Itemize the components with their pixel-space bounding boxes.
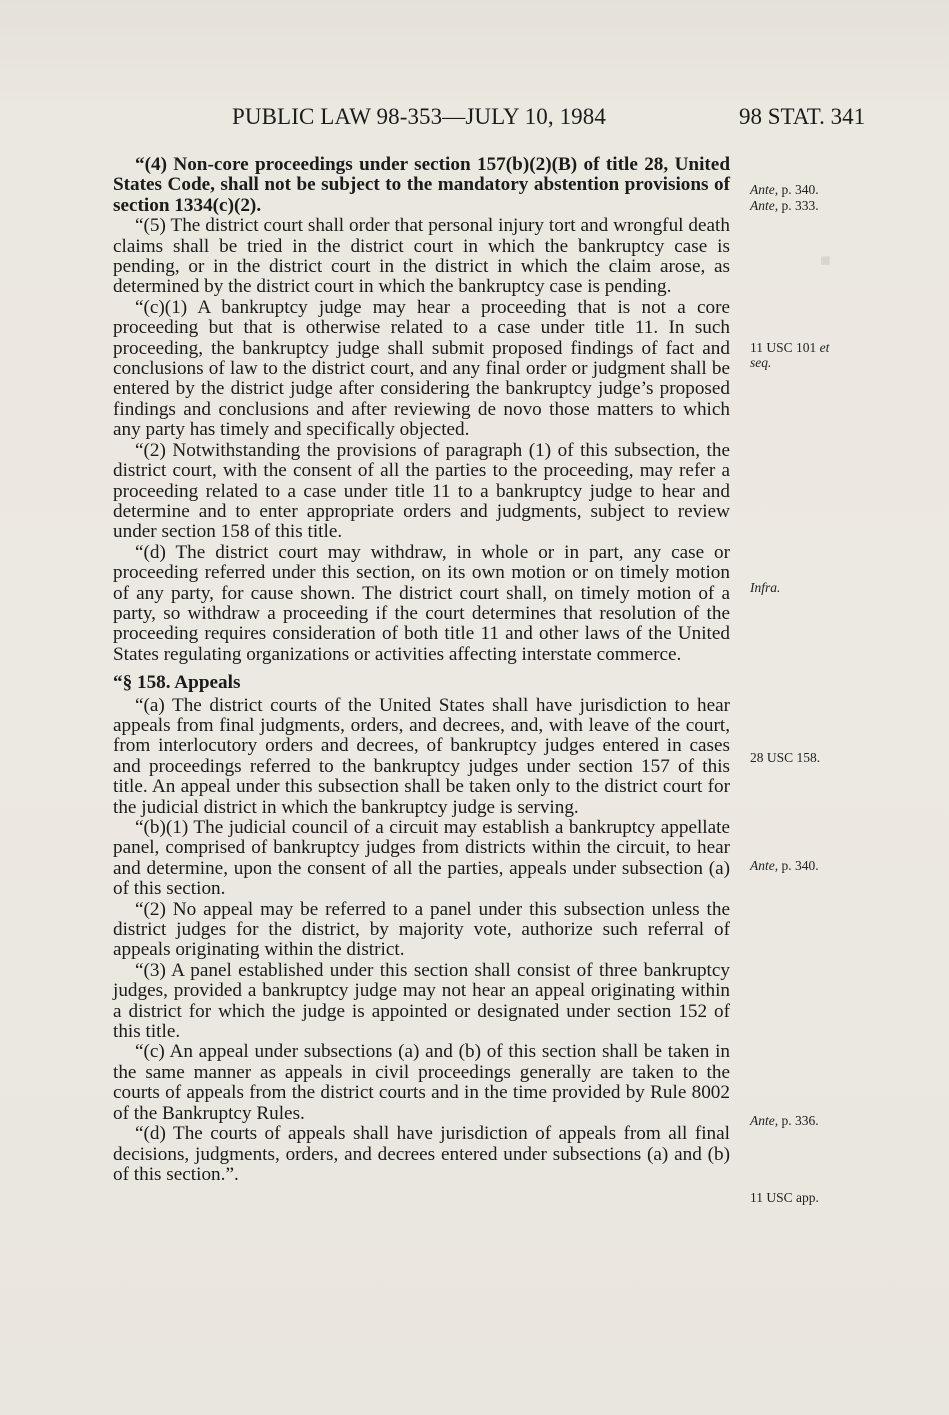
paragraph-5: “(5) The district court shall order that personal injury tort and wrongful death claims shall be tried in the district court in which the bankruptcy case is pending, or in the district court in the district in which the claim arose, as determined by the district court in which the bankruptcy case is pending. <box>113 215 730 298</box>
margin-note-28-usc-158 <box>750 750 820 765</box>
margin-note-text: 11 USC 101 <box>750 340 817 355</box>
margin-note-text: 11 USC app. <box>750 1190 819 1205</box>
margin-note-text: p. 340. <box>778 858 819 873</box>
margin-note-11-usc-101 <box>750 340 829 355</box>
margin-note-italic: Infra. <box>750 580 781 595</box>
margin-note-ante-336 <box>750 1113 819 1128</box>
section-158-paragraph-d: “(d) The courts of appeals shall have jurisdiction of appeals from all final decisions, judgments, orders, and decrees entered under subsections (a) and (b) of this section.”. <box>113 1123 730 1185</box>
bleed-through-artifact: ■ <box>820 250 831 270</box>
margin-note-text: p. 333. <box>778 198 819 213</box>
margin-note-text: p. 336. <box>778 1113 819 1128</box>
margin-note-seq <box>750 355 771 370</box>
margin-note-ante-340 <box>750 182 819 197</box>
margin-note-ante-333 <box>750 198 819 213</box>
margin-note-italic: Ante, <box>750 858 779 873</box>
margin-note-11-usc-app <box>750 1190 819 1205</box>
margin-note-italic: seq. <box>750 355 772 370</box>
section-158-paragraph-b1: “(b)(1) The judicial council of a circuit may establish a bankruptcy appellate panel, comprised of bankruptcy judges from districts within the circuit, to hear and determine, upon the consent of all the parties, appeals under subsection (a) of this section. <box>113 817 730 900</box>
margin-note-text: 28 USC 158. <box>750 750 821 765</box>
margin-note-infra <box>750 580 780 595</box>
section-158-heading: “§ 158. Appeals <box>113 672 241 694</box>
section-158-paragraph-c: “(c) An appeal under subsections (a) and (b) of this section shall be taken in the same manner as appeals in civil proceedings generally are taken to the courts of appeals from the district courts and in the time provided by Rule 8002 of the Bankruptcy Rules. <box>113 1041 730 1124</box>
section-158-paragraph-a: “(a) The district courts of the United States shall have jurisdiction to hear appeals from final judgments, orders, and decrees, and, with leave of the court, from interlocutory orders and decrees, of bankruptcy judges entered in cases and proceedings referred to the bankruptcy judges under section 157 of this title. An appeal under this subsection shall be taken only to the district court for the judicial district in which the bankruptcy judge is serving. <box>113 694 730 818</box>
section-158-paragraph-b3: “(3) A panel established under this section shall consist of three bankruptcy judges, provided a bankruptcy judge may not hear an appeal originating within a district for which the judge is appointed or designated under section 152 of this title. <box>113 959 730 1043</box>
statute-page-number: 98 STAT. 341 <box>739 104 866 129</box>
main-text-column <box>113 155 730 1185</box>
margin-note-text: p. 340. <box>778 182 819 197</box>
paragraph-d: “(d) The district court may withdraw, in whole or in part, any case or proceeding referred under this section, on its own motion or on timely motion of any party, for cause shown. The district court shall, on timely motion of a party, so withdraw a proceeding if the court determines that resolution of the proceeding requires consideration of both title 11 and other laws of the United States regulating organizations or activities affecting interstate commerce. <box>113 541 730 665</box>
paragraph-noncore: “(4) Non-core proceedings under section 157(b)(2)(B) of title 28, United States Code, shall not be subject to the mandatory abstention provisions of section 1334(c)(2). <box>113 154 730 216</box>
paragraph-c2: “(2) Notwithstanding the provisions of paragraph (1) of this subsection, the district court, with the consent of all the parties to the proceeding, may refer a proceeding related to a case under title 11 to a bankruptcy judge to hear and determine and to enter appropriate orders and judgments, subject to review under section 158 of this title. <box>113 439 730 543</box>
paragraph-c1: “(c)(1) A bankruptcy judge may hear a proceeding that is not a core proceeding but that is otherwise related to a case under title 11. In such proceeding, the bankruptcy judge shall submit proposed findings of fact and conclusions of law to the district court, and any final order or judgment shall be entered by the district judge after considering the bankruptcy judge’s proposed findings and conclusions and after reviewing de novo those matters to which any party has timely and specifically objected. <box>113 296 730 441</box>
margin-note-ante-340-b <box>750 858 819 873</box>
margin-note-italic: Ante, <box>750 198 779 213</box>
margin-note-italic: et <box>819 340 830 355</box>
running-head-title: PUBLIC LAW 98-353—JULY 10, 1984 <box>232 104 606 129</box>
margin-note-italic: Ante, <box>750 182 779 197</box>
page-header <box>0 104 949 136</box>
section-158-paragraph-b2: “(2) No appeal may be referred to a panel under this subsection unless the district judges for the district, by majority vote, authorize such referral of appeals originating within the district. <box>113 898 730 961</box>
margin-note-italic: Ante, <box>750 1113 779 1128</box>
